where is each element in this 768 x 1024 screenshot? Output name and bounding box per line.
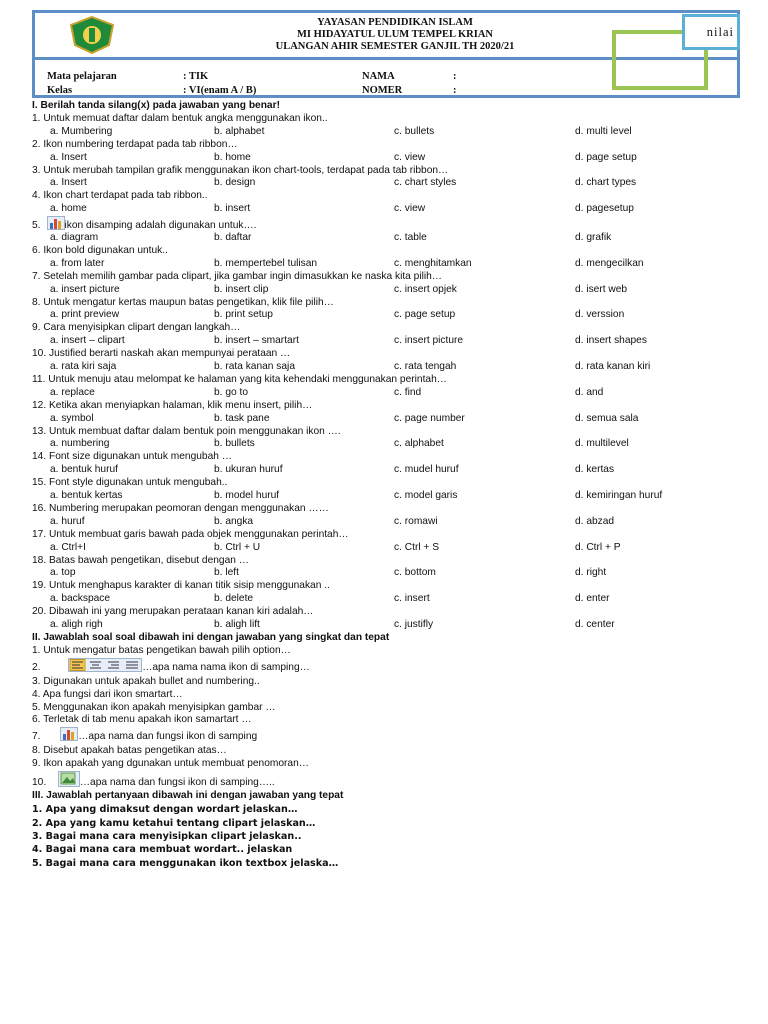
option-c[interactable]: c. table bbox=[394, 232, 427, 244]
answer-options bbox=[32, 284, 740, 297]
option-d[interactable]: d. enter bbox=[575, 593, 610, 605]
option-a[interactable]: a. backspace bbox=[50, 593, 111, 605]
option-a[interactable]: a. bentuk huruf bbox=[50, 464, 118, 476]
option-c[interactable]: c. bullets bbox=[394, 125, 435, 137]
section1-title: I. Berilah tanda silang(x) pada jawaban yang benar! bbox=[32, 100, 280, 111]
essay-item bbox=[32, 727, 740, 745]
option-c[interactable]: c. insert bbox=[394, 593, 430, 605]
question-number: 5. bbox=[32, 220, 41, 232]
question-text: 16. Numbering merupakan peomoran dengan menggunakan …… bbox=[32, 502, 329, 514]
option-b[interactable]: b. left bbox=[214, 567, 239, 579]
option-d[interactable]: d. chart types bbox=[575, 177, 637, 189]
section3-title: III. Jawablah pertanyaan dibawah ini dengan jawaban yang tepat bbox=[32, 790, 344, 802]
answer-options bbox=[32, 361, 740, 374]
option-c[interactable]: c. justifly bbox=[394, 619, 434, 631]
option-a[interactable]: a. Mumbering bbox=[50, 125, 113, 137]
option-a[interactable]: a. symbol bbox=[50, 412, 94, 424]
option-a[interactable]: a. huruf bbox=[50, 515, 85, 527]
answer-options bbox=[32, 177, 740, 190]
option-c[interactable]: c. page number bbox=[394, 412, 465, 424]
option-a[interactable]: a. replace bbox=[50, 386, 95, 398]
option-c[interactable]: c. menghitamkan bbox=[394, 257, 472, 269]
answer-options bbox=[32, 258, 740, 271]
answer-options bbox=[32, 438, 740, 451]
answer-options bbox=[32, 152, 740, 165]
essay-question: 3. Bagai mana cara menyisipkan clipart jelaskan.. bbox=[32, 830, 302, 842]
exam-content bbox=[32, 100, 740, 870]
option-c[interactable]: c. romawi bbox=[394, 515, 438, 527]
option-b[interactable]: b. model huruf bbox=[214, 490, 280, 502]
essay-item: 3. Digunakan untuk apakah bullet and numbering.. bbox=[32, 675, 260, 687]
question-text: 20. Dibawah ini yang merupakan perataan kanan kiri adalah… bbox=[32, 606, 314, 618]
question-text: 6. Ikon bold digunakan untuk.. bbox=[32, 244, 168, 256]
option-d[interactable]: d. insert shapes bbox=[575, 335, 647, 347]
answer-options bbox=[32, 516, 740, 529]
option-d[interactable]: d. abzad bbox=[575, 515, 615, 527]
essay-item-text: …apa nama dan fungsi ikon di samping….. bbox=[79, 777, 275, 789]
score-box bbox=[682, 14, 740, 50]
option-c[interactable]: c. Ctrl + S bbox=[394, 541, 440, 553]
nomer-label: NOMER bbox=[362, 85, 403, 96]
option-d[interactable]: d. kemiringan huruf bbox=[575, 490, 663, 502]
option-d[interactable]: d. isert web bbox=[575, 283, 628, 295]
answer-options bbox=[32, 232, 740, 245]
score-label: nilai bbox=[706, 25, 734, 39]
question-text: 10. Justified berarti naskah akan mempunyai perataan … bbox=[32, 348, 291, 360]
kelas-value: : VI(enam A / B) bbox=[183, 85, 257, 96]
essay-item bbox=[32, 771, 740, 789]
option-c[interactable]: c. chart styles bbox=[394, 177, 457, 189]
option-d[interactable]: d. right bbox=[575, 567, 607, 579]
question-text: 11. Untuk menuju atau melompat ke halaman yang kita kehendaki menggunakan perintah… bbox=[32, 373, 447, 385]
option-c[interactable]: c. bottom bbox=[394, 567, 436, 579]
option-d[interactable]: d. center bbox=[575, 619, 615, 631]
question-text: 1. Untuk memuat daftar dalam bentuk angka menggunakan ikon.. bbox=[32, 112, 328, 124]
option-b[interactable]: b. bullets bbox=[214, 438, 255, 450]
option-b[interactable]: b. insert – smartart bbox=[214, 335, 299, 347]
option-b[interactable]: b. angka bbox=[214, 515, 254, 527]
option-b[interactable]: b. go to bbox=[214, 386, 248, 398]
option-d[interactable]: d. semua sala bbox=[575, 412, 639, 424]
answer-options bbox=[32, 542, 740, 555]
option-a[interactable]: a. diagram bbox=[50, 232, 99, 244]
mapel-value: : TIK bbox=[183, 71, 209, 82]
option-b[interactable]: b. task pane bbox=[214, 412, 270, 424]
picture-icon bbox=[58, 771, 80, 787]
question-text: 3. Untuk merubah tampilan grafik menggunakan ikon chart-tools, terdapat pada tab ribbon… bbox=[32, 164, 449, 176]
kelas-label: Kelas bbox=[47, 85, 73, 96]
question-text: 9. Cara menyisipkan clipart dengan langkah… bbox=[32, 322, 241, 334]
option-c[interactable]: c. view bbox=[394, 151, 426, 163]
option-b[interactable]: b. rata kanan saja bbox=[214, 361, 295, 373]
option-d[interactable]: d. and bbox=[575, 386, 604, 398]
nama-label: NAMA bbox=[362, 71, 395, 82]
question-text: 2. Ikon numbering terdapat pada tab ribbon… bbox=[32, 138, 238, 150]
essay-item: 6. Terletak di tab menu apakah ikon samartart … bbox=[32, 714, 252, 726]
option-c[interactable]: c. page setup bbox=[394, 309, 456, 321]
essay-item bbox=[32, 658, 740, 676]
option-b[interactable]: b. ukuran huruf bbox=[214, 464, 283, 476]
essay-item-text: …apa nama nama ikon di samping… bbox=[142, 661, 310, 673]
option-c[interactable]: c. alphabet bbox=[394, 438, 444, 450]
option-d[interactable]: d. verssion bbox=[575, 309, 625, 321]
item-number: 2. bbox=[32, 661, 41, 673]
option-a[interactable]: a. bentuk kertas bbox=[50, 490, 123, 502]
mapel-label: Mata pelajaran bbox=[47, 71, 117, 82]
chart-icon bbox=[60, 727, 78, 741]
option-d[interactable]: d. page setup bbox=[575, 151, 637, 163]
question-text: 18. Batas bawah pengetikan, disebut dengan … bbox=[32, 554, 249, 566]
section2-title: II. Jawablah soal soal dibawah ini dengan jawaban yang singkat dan tepat bbox=[32, 631, 390, 643]
answer-options bbox=[32, 335, 740, 348]
question-text: 4. Ikon chart terdapat pada tab ribbon.. bbox=[32, 190, 208, 202]
option-b[interactable]: b. print setup bbox=[214, 309, 273, 321]
exam-title: ULANGAN AHIR SEMESTER GANJIL TH 2020/21 bbox=[275, 41, 515, 52]
answer-options bbox=[32, 203, 740, 216]
option-a[interactable]: a. Insert bbox=[50, 151, 87, 163]
chart-icon bbox=[47, 216, 65, 230]
answer-options bbox=[32, 413, 740, 426]
option-b[interactable]: b. aligh lift bbox=[214, 619, 260, 631]
option-a[interactable]: a. home bbox=[50, 203, 87, 215]
essay-question: 4. Bagai mana cara membuat wordart.. jelaskan bbox=[32, 844, 293, 856]
nomer-value: : bbox=[453, 85, 457, 96]
option-d[interactable]: d. grafik bbox=[575, 232, 612, 244]
question-text: 12. Ketika akan menyiapkan halaman, klik menu insert, pilih… bbox=[32, 399, 313, 411]
essay-item: 8. Disebut apakah batas pengetikan atas… bbox=[32, 745, 227, 757]
option-a[interactable]: a. insert – clipart bbox=[50, 335, 125, 347]
question-text: 8. Untuk mengatur kertas maupun batas pengetikan, klik file pilih… bbox=[32, 296, 334, 308]
option-b[interactable]: b. delete bbox=[214, 593, 254, 605]
option-b[interactable]: b. design bbox=[214, 177, 256, 189]
option-b[interactable]: b. insert bbox=[214, 203, 251, 215]
section2-questions bbox=[32, 645, 740, 789]
option-c[interactable]: c. rata tengah bbox=[394, 361, 457, 373]
answer-options bbox=[32, 464, 740, 477]
option-b[interactable]: b. mempertebel tulisan bbox=[214, 257, 318, 269]
answer-options bbox=[32, 387, 740, 400]
answer-options bbox=[32, 309, 740, 322]
school-logo-icon bbox=[65, 15, 119, 55]
essay-question: 1. Apa yang dimaksut dengan wordart jelaskan… bbox=[32, 804, 298, 816]
answer-options bbox=[32, 593, 740, 606]
option-a[interactable]: a. Ctrl+I bbox=[50, 541, 86, 553]
option-d[interactable]: d. pagesetup bbox=[575, 203, 634, 215]
foundation-name: YAYASAN PENDIDIKAN ISLAM bbox=[317, 17, 473, 28]
option-d[interactable]: d. mengecilkan bbox=[575, 257, 644, 269]
option-b[interactable]: b. alphabet bbox=[214, 125, 265, 137]
option-d[interactable]: d. multi level bbox=[575, 125, 632, 137]
question-text: 14. Font size digunakan untuk mengubah … bbox=[32, 451, 232, 463]
option-a[interactable]: a. top bbox=[50, 567, 76, 579]
answer-options bbox=[32, 567, 740, 580]
option-a[interactable]: a. insert picture bbox=[50, 283, 120, 295]
option-a[interactable]: a. rata kiri saja bbox=[50, 361, 117, 373]
option-b[interactable]: b. daftar bbox=[214, 232, 252, 244]
item-number: 10. bbox=[32, 777, 47, 789]
option-a[interactable]: a. aligh righ bbox=[50, 619, 103, 631]
essay-item: 9. Ikon apakah yang dgunakan untuk membuat penomoran… bbox=[32, 758, 309, 770]
option-c[interactable]: c. model garis bbox=[394, 490, 458, 502]
option-c[interactable]: c. mudel huruf bbox=[394, 464, 459, 476]
essay-item: 5. Menggunakan ikon apakah menyisipkan gambar … bbox=[32, 701, 276, 713]
essay-item: 1. Untuk mengatur batas pengetikan bawah pilih option… bbox=[32, 644, 291, 656]
question-text: 7. Setelah memilih gambar pada clipart, jika gambar ingin dimasukkan ke naska kita pilih… bbox=[32, 270, 442, 282]
essay-item: 4. Apa fungsi dari ikon smartart… bbox=[32, 688, 183, 700]
option-d[interactable]: d. multilevel bbox=[575, 438, 629, 450]
question-text-body: ikon disamping adalah digunakan untuk…. bbox=[64, 220, 257, 232]
question-text: 13. Untuk membuat daftar dalam bentuk poin menggunakan ikon …. bbox=[32, 425, 341, 437]
option-c[interactable]: c. insert opjek bbox=[394, 283, 457, 295]
option-a[interactable]: a. Insert bbox=[50, 177, 87, 189]
essay-question: 5. Bagai mana cara menggunakan ikon textbox jelaska… bbox=[32, 857, 339, 869]
school-name-block bbox=[215, 17, 575, 53]
question-text: 15. Font style digunakan untuk mengubah.. bbox=[32, 477, 228, 489]
option-d[interactable]: d. rata kanan kiri bbox=[575, 361, 651, 373]
question-text bbox=[32, 216, 740, 232]
question-text: 19. Untuk menghapus karakter di kanan titik sisip menggunakan .. bbox=[32, 580, 330, 592]
nama-value: : bbox=[453, 71, 457, 82]
answer-options bbox=[32, 490, 740, 503]
section1-questions bbox=[32, 113, 740, 632]
option-c[interactable]: c. find bbox=[394, 386, 422, 398]
option-c[interactable]: c. insert picture bbox=[394, 335, 464, 347]
alignment-buttons-icon bbox=[68, 658, 142, 672]
answer-options bbox=[32, 619, 740, 632]
option-b[interactable]: b. home bbox=[214, 151, 251, 163]
section3-questions bbox=[32, 803, 740, 870]
school-name: MI HIDAYATUL ULUM TEMPEL KRIAN bbox=[296, 29, 494, 40]
option-a[interactable]: a. print preview bbox=[50, 309, 120, 321]
option-a[interactable]: a. numbering bbox=[50, 438, 110, 450]
option-b[interactable]: b. Ctrl + U bbox=[214, 541, 261, 553]
essay-question: 2. Apa yang kamu ketahui tentang clipart jelaskan… bbox=[32, 817, 316, 829]
essay-item-text: …apa nama dan fungsi ikon di samping bbox=[78, 731, 258, 743]
option-c[interactable]: c. view bbox=[394, 203, 426, 215]
item-number: 7. bbox=[32, 731, 41, 743]
option-a[interactable]: a. from later bbox=[50, 257, 105, 269]
option-b[interactable]: b. insert clip bbox=[214, 283, 269, 295]
option-d[interactable]: d. kertas bbox=[575, 464, 615, 476]
option-d[interactable]: d. Ctrl + P bbox=[575, 541, 621, 553]
answer-options bbox=[32, 126, 740, 139]
question-text: 17. Untuk membuat garis bawah pada objek menggunakan perintah… bbox=[32, 528, 349, 540]
